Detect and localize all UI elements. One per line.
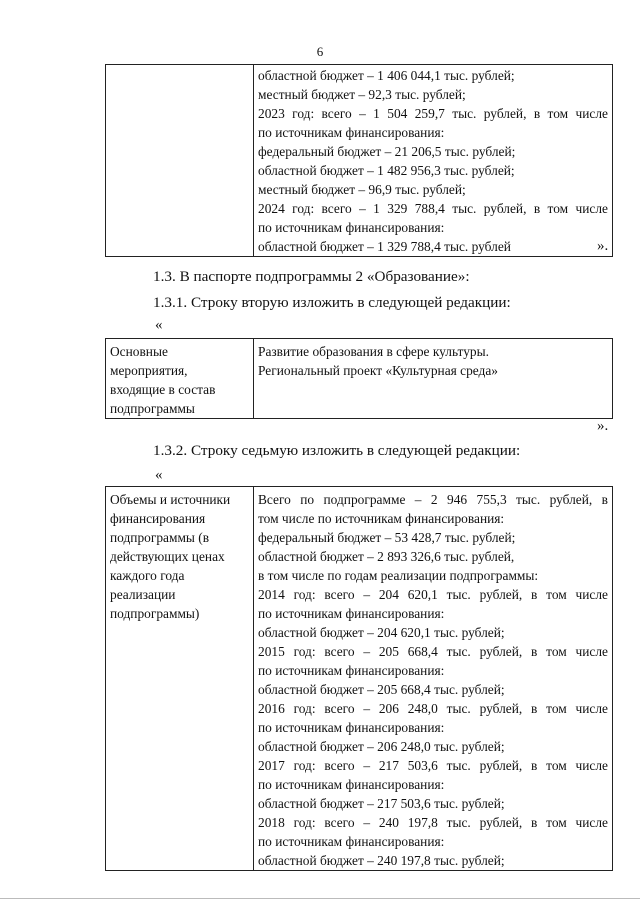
text-line: Региональный проект «Культурная среда» (258, 363, 498, 378)
text-line: по источникам финансирования: (258, 125, 445, 140)
page-number: 6 (316, 44, 324, 59)
table-continuation (105, 64, 613, 257)
text-line: 2018 год: всего – 240 197,8 тыс. рублей, в том числе (258, 815, 608, 830)
table-continuation-right-cell (254, 65, 613, 257)
text-line: областной бюджет – 205 668,4 тыс. рублей; (258, 682, 505, 697)
label-line: подпрограммы) (110, 606, 200, 621)
text-line: местный бюджет – 92,3 тыс. рублей; (258, 87, 466, 102)
text-line: областной бюджет – 1 482 956,3 тыс. рублей; (258, 163, 515, 178)
row-label-cell (106, 487, 254, 871)
closing-quote: ». (597, 238, 609, 254)
text-line: 2016 год: всего – 206 248,0 тыс. рублей, в том числе (258, 701, 608, 716)
paragraph-1-3-1: 1.3.1. Строку вторую изложить в следующей редакции: (153, 294, 511, 311)
text-line: областной бюджет – 240 197,8 тыс. рублей; (258, 853, 505, 868)
label-line: подпрограммы (в (110, 530, 210, 545)
text-line: местный бюджет – 96,9 тыс. рублей; (258, 182, 466, 197)
text-line: федеральный бюджет – 53 428,7 тыс. рублей; (258, 530, 516, 545)
text-line: областной бюджет – 217 503,6 тыс. рублей; (258, 796, 505, 811)
closing-quote: ». (597, 418, 609, 434)
text-line: в том числе по годам реализации подпрограммы: (258, 568, 539, 583)
text-line: областной бюджет – 1 406 044,1 тыс. рублей; (258, 68, 515, 83)
text-line: том числе по источникам финансирования: (258, 511, 505, 526)
text-line: областной бюджет – 1 329 788,4 тыс. рублей (258, 239, 511, 254)
paragraph-1-3: 1.3. В паспорте подпрограммы 2 «Образование»: (153, 268, 470, 285)
table-main-activities (105, 338, 613, 419)
opening-quote: « (155, 317, 163, 333)
label-line: действующих ценах (110, 549, 225, 564)
label-line: мероприятия, (110, 363, 188, 378)
text-line: федеральный бюджет – 21 206,5 тыс. рублей; (258, 144, 516, 159)
opening-quote: « (155, 467, 163, 483)
text-line: по источникам финансирования: (258, 777, 445, 792)
text-line: 2024 год: всего – 1 329 788,4 тыс. рублей, в том числе (258, 201, 608, 216)
label-line: реализации (110, 587, 176, 602)
text-line: по источникам финансирования: (258, 720, 445, 735)
text-line: областной бюджет – 2 893 326,6 тыс. рублей, (258, 549, 515, 564)
table-funding (105, 486, 613, 871)
text-line: по источникам финансирования: (258, 834, 445, 849)
label-line: финансирования (110, 511, 206, 526)
text-line: 2017 год: всего – 217 503,6 тыс. рублей, в том числе (258, 758, 608, 773)
row-value-cell (254, 339, 613, 419)
label-line: подпрограммы (110, 401, 195, 416)
text-line: областной бюджет – 204 620,1 тыс. рублей; (258, 625, 505, 640)
text-line: по источникам финансирования: (258, 606, 445, 621)
text-line: по источникам финансирования: (258, 663, 445, 678)
label-line: каждого года (110, 568, 185, 583)
row-value-cell (254, 487, 613, 871)
scan-edge-line (0, 898, 640, 899)
row-label-cell (106, 339, 254, 419)
text-line: 2023 год: всего – 1 504 259,7 тыс. рублей, в том числе (258, 106, 608, 121)
text-line: областной бюджет – 206 248,0 тыс. рублей; (258, 739, 505, 754)
table-continuation-left-cell (106, 65, 254, 257)
label-line: Объемы и источники (110, 492, 231, 507)
paragraph-1-3-2: 1.3.2. Строку седьмую изложить в следующей редакции: (153, 442, 521, 459)
text-line: Всего по подпрограмме – 2 946 755,3 тыс. рублей, в (258, 492, 608, 507)
label-line: входящие в состав (110, 382, 216, 397)
text-line: 2014 год: всего – 204 620,1 тыс. рублей, в том числе (258, 587, 608, 602)
label-line: Основные (110, 344, 168, 359)
text-line: 2015 год: всего – 205 668,4 тыс. рублей, в том числе (258, 644, 608, 659)
text-line: Развитие образования в сфере культуры. (258, 344, 489, 359)
text-line: по источникам финансирования: (258, 220, 445, 235)
